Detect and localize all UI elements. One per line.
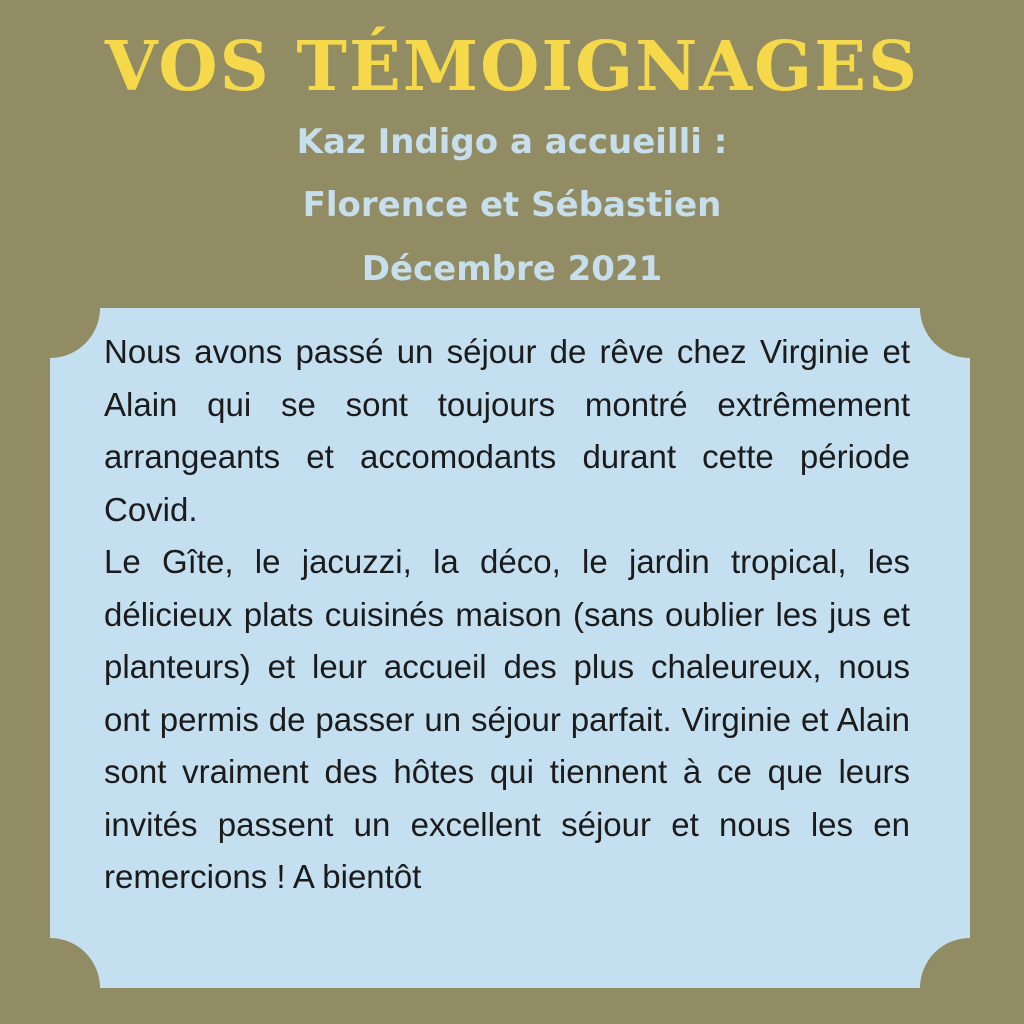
testimonial-text [104, 326, 910, 904]
testimonial-paragraph: Le Gîte, le jacuzzi, la déco, le jardin tropical, les délicieux plats cuisinés maison (sans oublier les jus et planteurs) et leur accueil des plus chaleureux, nous ont permis de passer un séjour parfait. Virginie et Alain sont vraiment des hôtes qui tiennent à ce que leurs invités passent un excellent séjour et nous les en remercions ! A bientôt [104, 543, 910, 895]
page-title: VOS TÉMOIGNAGES [104, 27, 920, 107]
date-line: Décembre 2021 [361, 249, 663, 289]
guests-line: Florence et Sébastien [302, 185, 722, 225]
host-line: Kaz Indigo a accueilli : [296, 122, 728, 162]
testimonial-paragraph: Nous avons passé un séjour de rêve chez Virginie et Alain qui se sont toujours montré extrêmement arrangeants et accomodants durant cette période Covid. [104, 333, 910, 528]
